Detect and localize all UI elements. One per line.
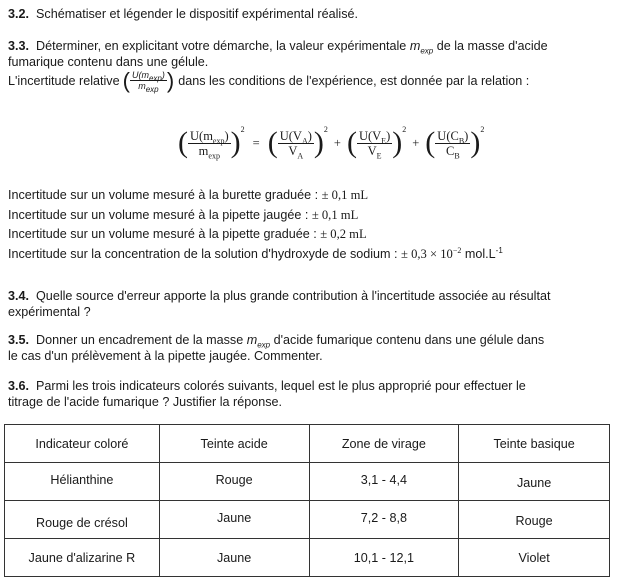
question-number: 3.6. [8,379,30,393]
table-row [5,463,610,501]
small-fraction: $\frac{U(m_{exp})}{m_{exp}}$ [131,70,165,94]
table-cell: Rouge de crésol [5,501,160,539]
question-text-line2: fumarique contenu dans une gélule. [8,55,209,69]
indicator-table [4,424,610,577]
question-number: 3.5. [8,333,30,347]
question-text-line2: expérimental ? [8,305,91,319]
uncertainty-item: Incertitude sur un volume mesuré à la pipette jaugée : ± 0,1 mL [8,207,359,222]
uncertainty-formula: ( $\frac{U(m_{exp})}{m_{exp}}$ ) 2 = ( $\frac{U(V_A)}{V_A}$ ) 2 + ( $\frac{U(V_E)}{V_E}$ ) 2 + ( $\frac{U(C_B)}{C_B}$ ) 2 [178,125,485,160]
table-cell: Rouge [459,501,610,539]
relation-intro: dans les conditions de l'expérience, est donnée par la relation : [178,73,530,88]
question-text-line2: le cas d'un prélèvement à la pipette jaugée. Commenter. [8,349,323,363]
relative-uncertainty-label: L'incertitude relative [8,73,120,88]
uncertainty-list [8,186,503,264]
question-text-end: d'acide fumarique contenu dans une gélule dans [270,333,545,347]
relative-uncertainty-line [8,67,530,94]
question-3-5 [8,332,608,364]
table-cell: Jaune d'alizarine R [5,539,160,577]
table-header: Teinte acide [159,425,309,463]
question-number: 3.4. [8,289,30,303]
question-number: 3.2. [8,7,30,21]
m-exp-symbol: $m_{exp}$ [409,39,434,56]
question-text-end: de la masse d'acide [433,39,548,53]
table-cell: Rouge [159,463,309,501]
close-paren: ) [166,67,175,93]
table-cell: 10,1 - 12,1 [309,539,459,577]
table-cell: 7,2 - 8,8 [309,501,459,539]
question-3-3 [8,38,608,70]
table-row [5,539,610,577]
question-3-2 [8,6,358,22]
open-paren: ( [122,67,130,93]
table-cell: Violet [459,539,610,577]
table-cell: 3,1 - 4,4 [309,463,459,501]
table-cell: Jaune [159,501,309,539]
question-text: Parmi les trois indicateurs colorés suivants, lequel est le plus approprié pour effectuer le [36,379,526,393]
question-text: Déterminer, en explicitant votre démarche, la valeur expérimentale [36,39,410,53]
question-number: 3.3. [8,39,30,53]
table-header: Teinte basique [459,425,610,463]
question-3-4 [8,288,608,320]
question-text: Schématiser et légender le dispositif expérimental réalisé. [36,7,359,21]
uncertainty-item: Incertitude sur la concentration de la solution d'hydroxyde de sodium : ± $0,3 \times 10^{-2}$ $mol.L^{-1}$ [8,245,503,261]
table-cell: Hélianthine [5,463,160,501]
question-text: Quelle source d'erreur apporte la plus grande contribution à l'incertitude associée au résultat [36,289,551,303]
question-3-6 [8,378,608,410]
m-exp-symbol: $m_{exp}$ [246,333,271,350]
table-cell: Jaune [159,539,309,577]
table-header: Indicateur coloré [5,425,160,463]
table-header-row [5,425,610,463]
question-text-line2: titrage de l'acide fumarique ? Justifier la réponse. [8,395,283,409]
table-row [5,501,610,539]
table-cell: Jaune [459,463,610,501]
question-text: Donner un encadrement de la masse [36,333,247,347]
table-header: Zone de virage [309,425,459,463]
uncertainty-item: Incertitude sur un volume mesuré à la burette graduée : ± 0,1 mL [8,188,369,202]
uncertainty-item: Incertitude sur un volume mesuré à la pipette graduée : ± 0,2 mL [8,227,367,241]
